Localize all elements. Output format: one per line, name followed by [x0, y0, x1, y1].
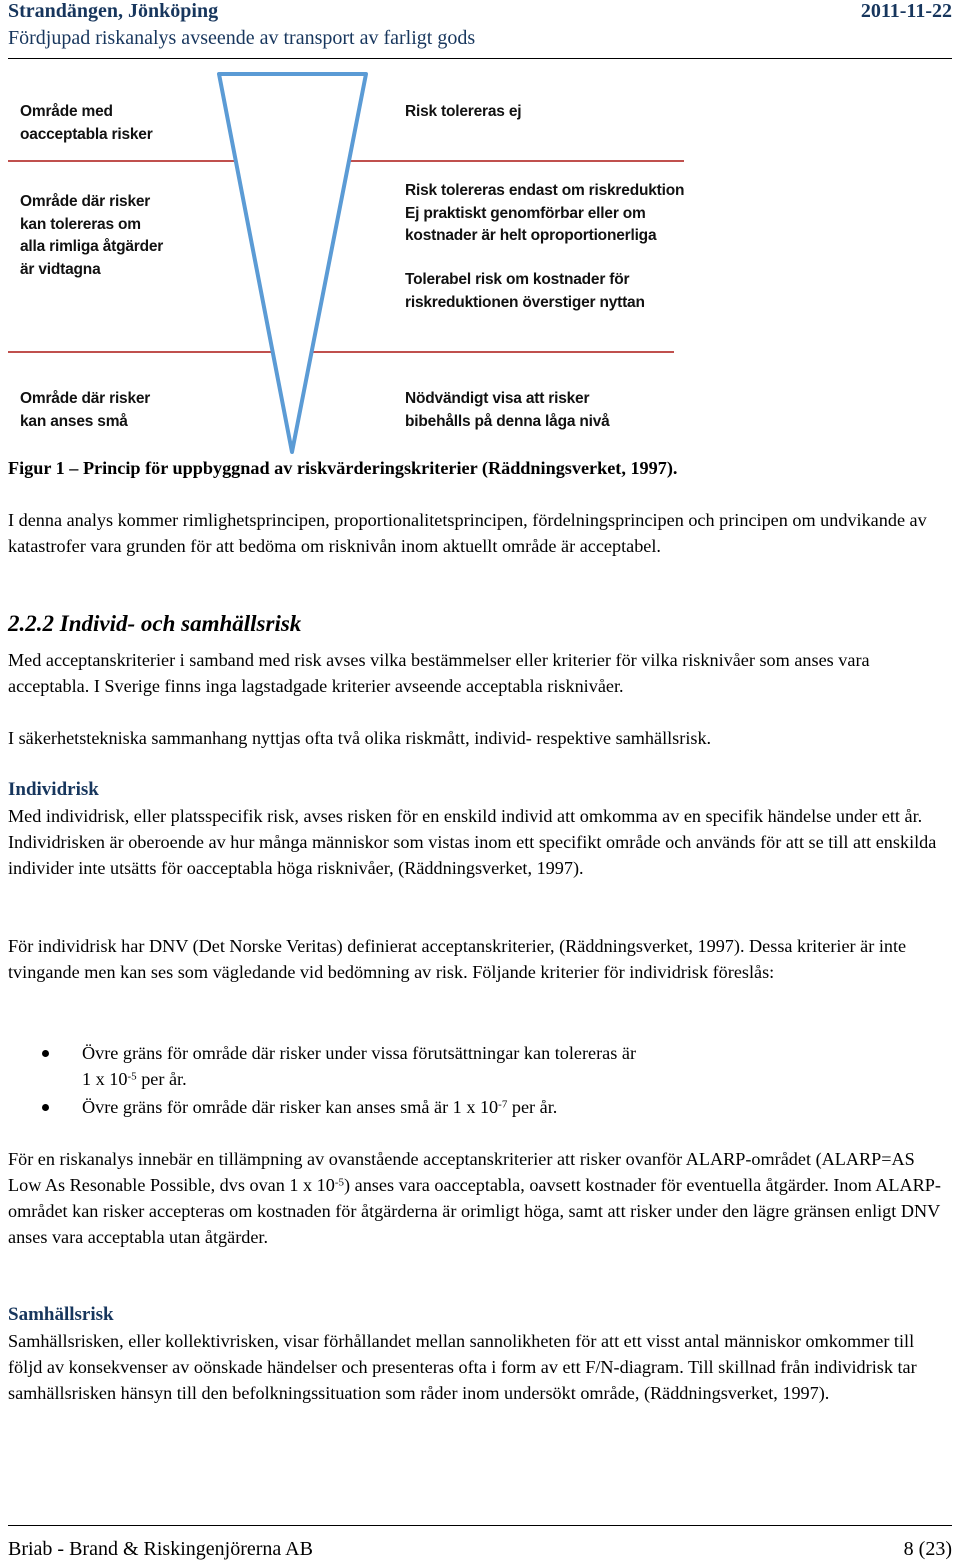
header-subtitle: Fördjupad riskanalys avseende av transport av farligt gods — [8, 27, 476, 49]
intro-paragraph: I denna analys kommer rimlighetsprincipen, proportionalitetsprincipen, fördelningsprincipen och principen om undvikande av katastrofer vara grunden för att bedöma om risknivån inom aktuellt område är acceptabel. — [8, 510, 927, 556]
section-heading: 2.2.2 Individ- och samhällsrisk — [8, 611, 302, 636]
footer-company: Briab - Brand & Riskingenjörerna AB — [8, 1538, 313, 1560]
label-alarp-area: Område där risker kan tolereras om alla rimliga åtgärder är vidtagna — [20, 193, 164, 278]
dnv-criteria-paragraph: För individrisk har DNV (Det Norske Veritas) definierat acceptanskriterier, (Räddningsverket, 1997). Dessa kriterier är inte tvingande men kan ses som vägledande vid bedömning av risk. Följande kriterier för individrisk föreslås: — [8, 936, 907, 982]
list-item: Övre gräns för område där risker under vissa förutsättningar kan tolereras är 1 x $10^{-5}$ per år. — [8, 1040, 908, 1092]
bullet-icon — [42, 1104, 49, 1111]
criteria-list — [8, 1040, 908, 1122]
risk-triangle — [219, 74, 366, 452]
acceptance-paragraph: Med acceptanskriterier i samband med risk avses vilka bestämmelser eller kriterier för vilka risknivåer som anses vara acceptabla. I Sverige finns inga lagstadgade kriterier avseende acceptabla risknivåer. — [8, 650, 870, 696]
alarp-paragraph: För en riskanalys innebär en tillämpning av ovanstående acceptanskriterier att risker ovanför ALARP-området (ALARP=AS Low As Resonable Possible, dvs ovan 1 x $10^{-5}$) anses vara oacceptabla, oavsett kostnader för eventuella åtgärder. Inom ALARP-området kan risker accepteras om kostnaden för åtgärderna är orimligt höga, samt att risker under den lägre gränsen enligt DNV anses vara acceptabla utan åtgärder. — [8, 1149, 941, 1247]
samhallsrisk-heading: Samhällsrisk — [8, 1304, 114, 1325]
risk-measures-paragraph: I säkerhetstekniska sammanhang nyttjas ofta två olika riskmått, individ- respektive samhällsrisk. — [8, 728, 712, 748]
label-risk-reduction: Risk tolereras endast om riskreduktion Ej praktiskt genomförbar eller om kostnader är helt oproportionerliga — [405, 182, 685, 244]
page-footer — [8, 1525, 952, 1560]
label-risk-not-tolerated: Risk tolereras ej — [405, 103, 522, 120]
samhallsrisk-paragraph: Samhällsrisken, eller kollektivrisken, visar förhållandet mellan sannolikheten för att ett visst antal människor omkommer till följd av konsekvenser av oönskade händelser och presenteras ofta i form av ett F/N-diagram. Till skillnad från individrisk tar samhällsrisken hänsyn till den befolkningssituation som råder inom undersökt område, (Räddningsverket, 1997). — [8, 1331, 917, 1403]
label-maintain-low-level: Nödvändigt visa att risker bibehålls på denna låga nivå — [405, 390, 610, 430]
individrisk-heading: Individrisk — [8, 779, 99, 800]
header-company: Strandängen, Jönköping — [8, 0, 219, 22]
label-small-risk-area: Område där risker kan anses små — [20, 390, 151, 430]
header-date: 2011-11-22 — [860, 0, 952, 22]
individrisk-paragraph: Med individrisk, eller platsspecifik risk, avses risken för en enskild individ att omkomma av en specifik händelse under ett år. Individrisken är oberoende av hur många människor som vistas inom ett specifikt område och används för att se till att enskilda individer inte utsätts för oacceptabla höga risknivåer, (Räddningsverket, 1997). — [8, 806, 937, 878]
label-unacceptable-area: Område med oacceptabla risker — [20, 103, 153, 143]
label-tolerable-risk: Tolerabel risk om kostnader för riskreduktionen överstiger nyttan — [405, 271, 645, 311]
bullet-icon — [42, 1050, 49, 1057]
page-number: 8 (23) — [903, 1538, 952, 1560]
figure-caption: Figur 1 – Princip för uppbyggnad av riskvärderingskriterier (Räddningsverket, 1997). — [8, 458, 678, 478]
risk-criteria-figure — [0, 60, 960, 460]
list-item: Övre gräns för område där risker kan anses små är 1 x $10^{-7}$ per år. — [8, 1094, 908, 1120]
page-header — [8, 0, 952, 59]
